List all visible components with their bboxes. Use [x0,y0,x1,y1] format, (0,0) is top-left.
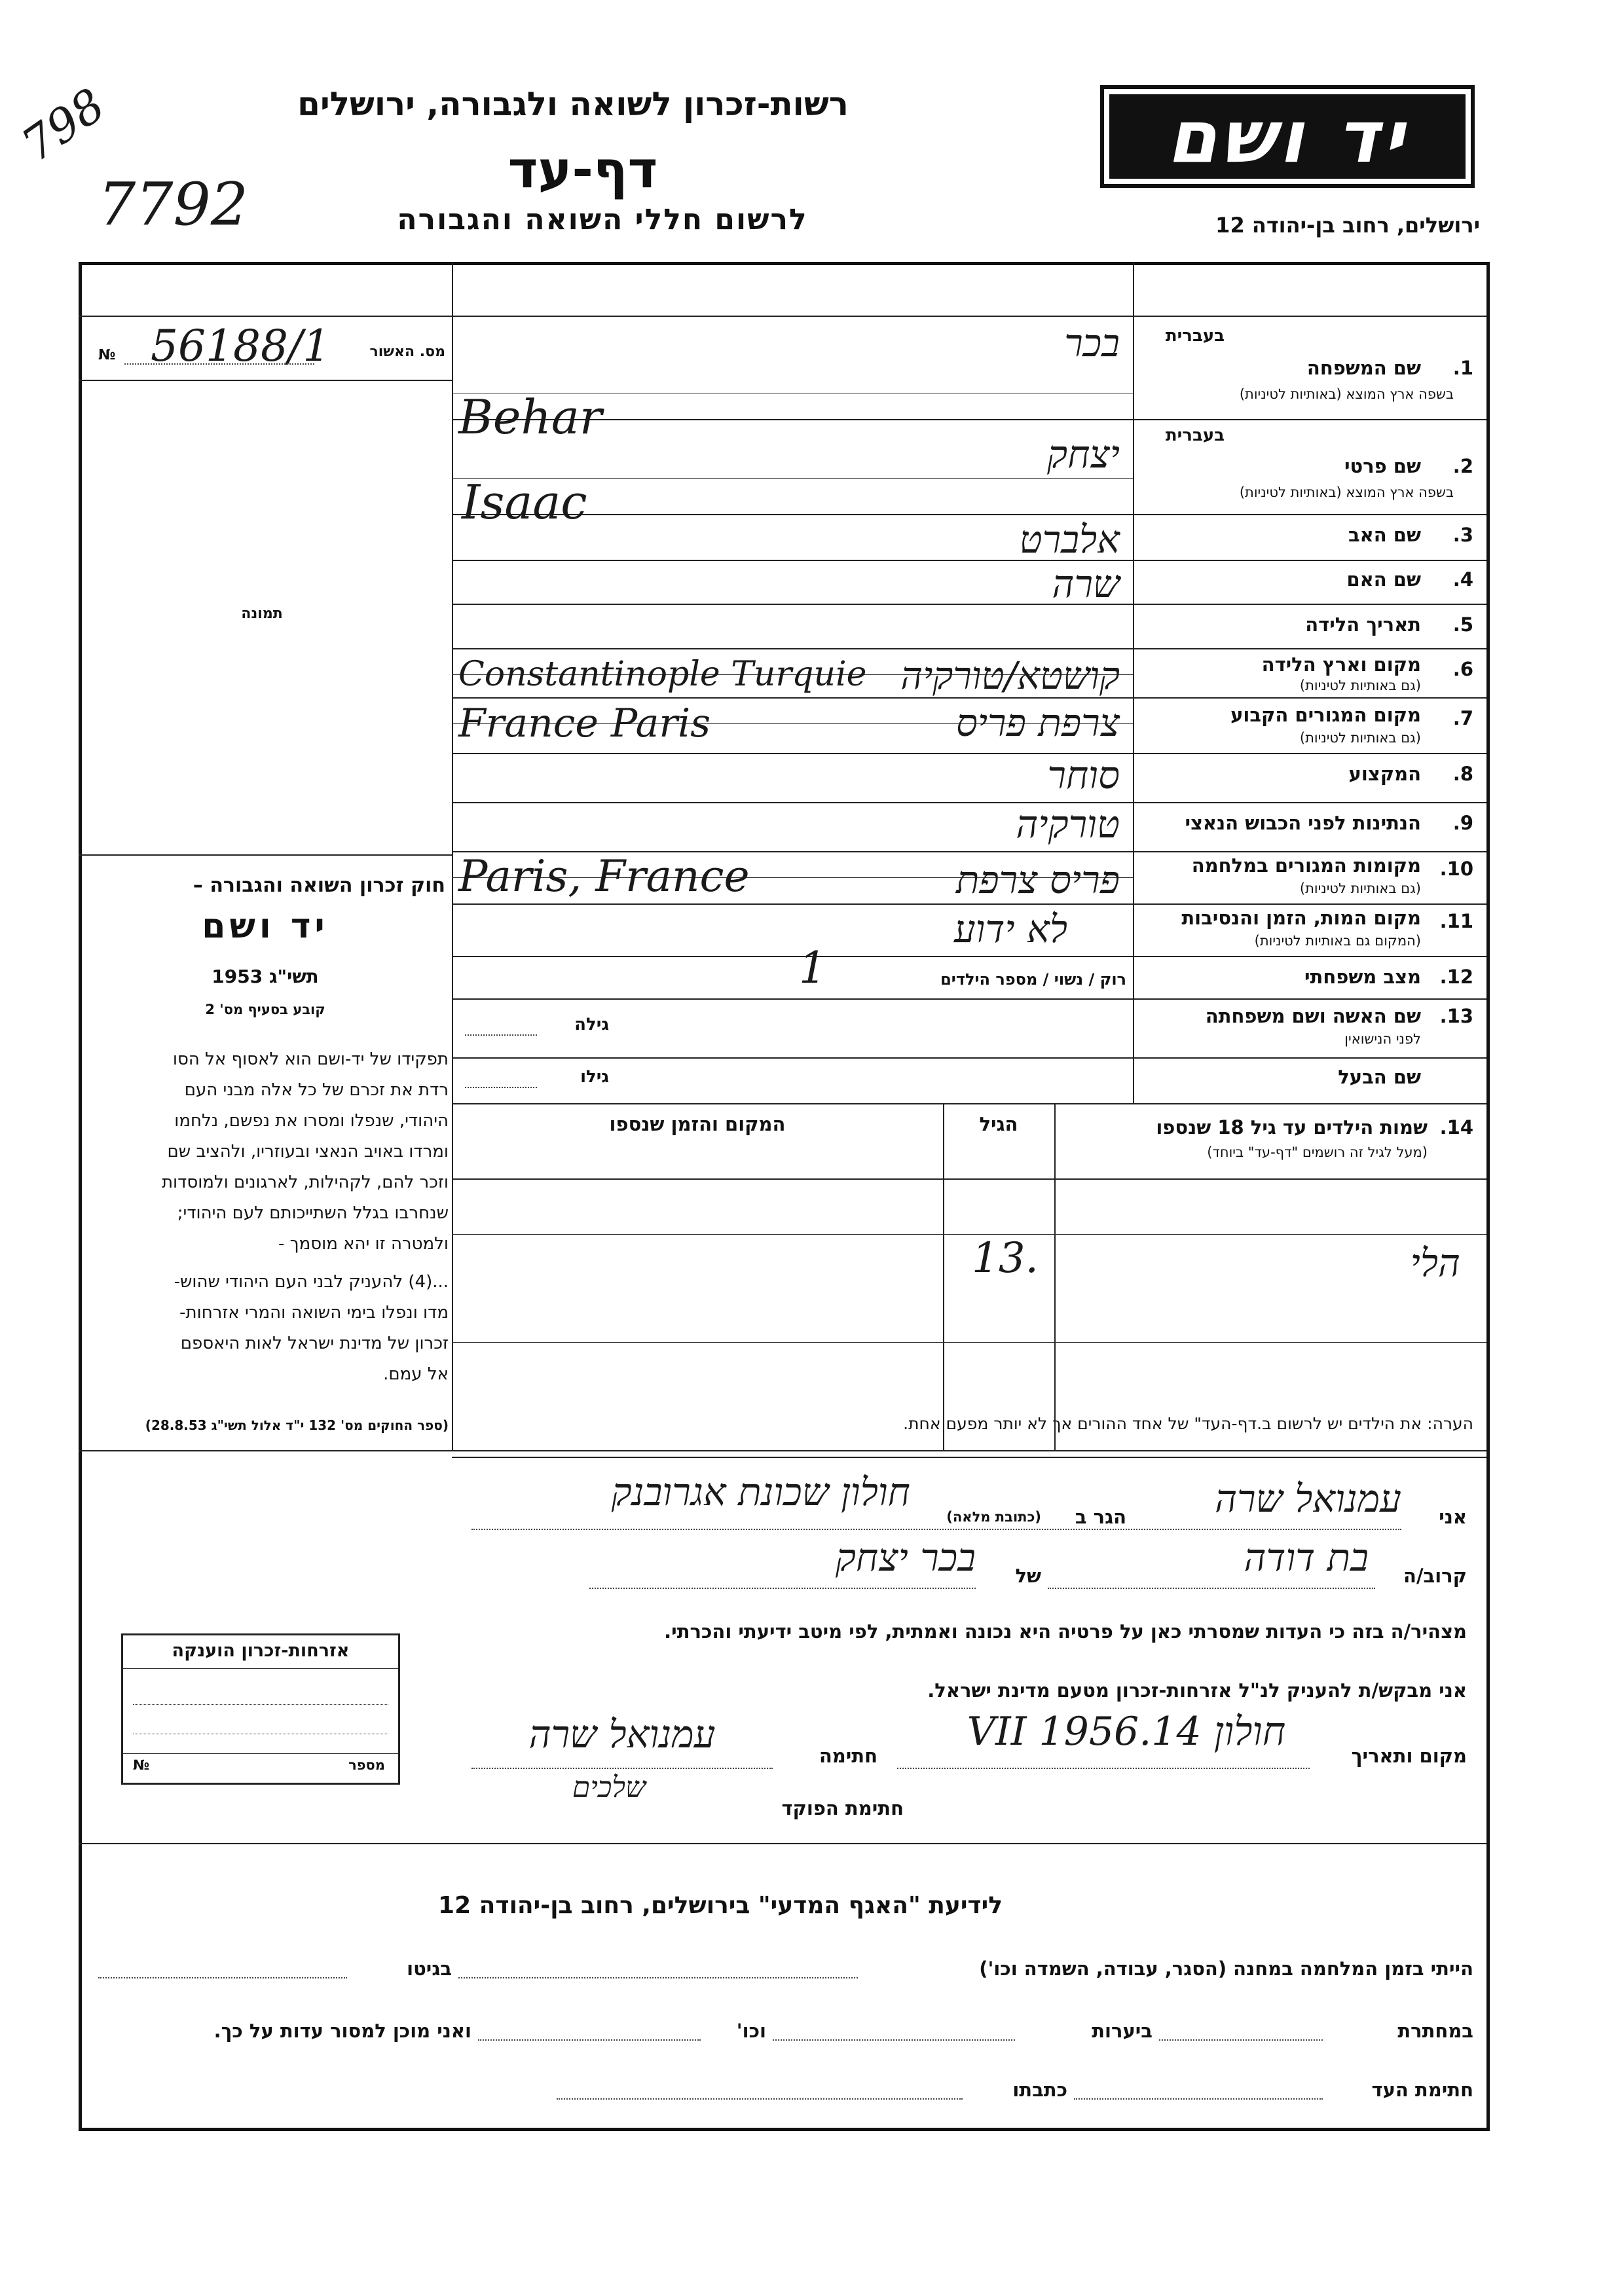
field-4-label: שם האם [1346,568,1421,591]
field-2-label: שם פרטי [1344,455,1421,477]
address: ירושלים, רחוב בן-יהודה 12 [1215,213,1480,238]
field-4-num: 4. [1452,568,1473,591]
form-title: דף-עד [507,141,658,200]
field-13-num: 13. [1439,1005,1473,1027]
field-7-label: מקום המגורים הקבוע [1230,704,1421,726]
field-11-hebrew-value: לא ידוע [953,907,1067,951]
field-6-hebrew-value: קושטא/טורקיה [900,653,1120,698]
corner-mark: 798 [12,78,115,172]
law-year: תשי"ג 1953 [212,966,319,987]
place-header: המקום והזמן שנספו [609,1113,786,1135]
field-10-label: מקומות המגורים במלחמה [1191,854,1421,877]
age-header: הגיל [979,1113,1018,1135]
witness-of-label: של [1015,1565,1041,1587]
reg-number: 56188/1 [151,321,331,371]
field-7-latin-value: France Paris [458,701,711,746]
field-2-hebrew-value: יצחק [1047,432,1120,477]
field-1-label: שם המשפחה [1306,357,1421,379]
field-10-latin-value: Paris, France [458,851,750,902]
bottom-camp-label: הייתי בזמן המלחמה במחנה (הסגר, עבודה, השמדה וכו') [979,1958,1473,1980]
field-2-sub: בשפה ארץ המוצא (באותיות לטיניות) [1239,484,1454,500]
field-9-num: 9. [1452,812,1473,834]
field-13-sub: לפני הנישואין [1344,1031,1421,1047]
husband-label: שם הבעל [1338,1066,1421,1088]
field-3-num: 3. [1452,524,1473,546]
field-1-hebrew-value: בכר [1064,321,1120,365]
citizenship-no-sign: № [133,1757,150,1773]
field-3-label: שם האב [1348,524,1421,546]
field-10-hebrew-value: פריס צרפת [955,858,1120,902]
divider-left-col [452,262,453,1450]
law-citation: (ספר החוקים מס' 132 י"ד אלול תשי"ג 28.8.53) [145,1417,449,1433]
bottom-testimony-label: ואני מוכן למסור עדות על כך. [213,2020,471,2042]
law-text-1: תפקידו של יד-ושם הוא לאסוף אל הסו רדת את זכרם של כל אלה מבני העם היהודי, שנפלו ומסרו את נפשם, נלחמו ומרדו באויב הנאצי ובעוזריו, ולהציב שם וזכר להם, לקהילות, לארגונים ולמוסדות שנחרבו בגלל השתייכותם לעם היהודי; ולמטרה זו יהא מוסמך - [161,1049,449,1254]
place-date-label: מקום ותאריך [1351,1745,1467,1767]
field-4-hebrew-value: שרה [1052,562,1120,606]
witness-declaration: מצהיר/ה בזה כי העדות שמסרתי כאן על פרטיה היא נכונה ואמתית, לפי מיטב ידיעתי והכרתי. [664,1620,1467,1643]
archive-mark: 7792 [98,170,249,239]
field-6-label: מקום וארץ הלידה [1261,653,1421,676]
field-1-heb-tag: בעברית [1165,326,1225,346]
witness-relation-label: קרוב/ה [1403,1565,1467,1587]
law-name: יד ושם [202,907,329,946]
children-label: שמות הילדים עד גיל 18 שנספו [1156,1116,1428,1139]
citizenship-number-label: מספר [348,1757,385,1773]
field-12-num: 12. [1439,966,1473,988]
reg-no-sign: № [98,347,116,363]
field-7-sub: (גם באותיות לטיניות) [1299,730,1421,746]
field-5-label: תאריך הלידה [1305,613,1421,636]
field-6-latin-value: Constantinople Turquie [458,655,867,694]
witness-relation: בת דודה [1244,1535,1369,1580]
field-6-num: 6. [1452,658,1473,680]
field-2-num: 2. [1452,455,1473,477]
citizenship-box [121,1633,400,1785]
field-8-label: המקצוע [1348,763,1421,785]
law-section: קובע בסעיף מס' 2 [205,1002,325,1017]
field-11-label: מקום המות, הזמן והנסיבות [1181,907,1421,929]
witness-address-hint: (כתובת מלאה) [946,1509,1041,1525]
witness-request: אני מבקש/ת להעניק לנ"ל אזרחות-זכרון מטעם מדינת ישראל. [927,1679,1467,1702]
field-5-num: 5. [1452,613,1473,636]
field-8-hebrew-value: סוחר [1047,753,1120,797]
signature-label: חתימה [819,1745,877,1767]
field-7-hebrew-value: צרפת פריס [955,701,1120,745]
witness-resident-label: הגר ב [1075,1506,1126,1528]
bottom-forests-label: ביערות [1092,2020,1153,2042]
field-11-num: 11. [1439,910,1473,932]
bottom-title: לידיעת "האגף המדעי" בירושלים, רחוב בן-יהודה 12 [438,1892,1003,1919]
field-1-latin-value: Behar [458,390,602,445]
field-1-num: 1. [1452,357,1473,379]
witness-address: חולון שכונת אגרובנק [611,1470,910,1514]
field-2-latin-value: Isaac [462,475,587,530]
photo-label: תמונה [241,606,283,622]
age-wife-label: גילה [574,1015,609,1034]
field-9-hebrew-value: טורקיה [1016,802,1120,847]
form-subtitle: לרשום חללי השואה והגבורה [397,203,808,236]
citizenship-title: אזרחות-זכרון הוענקה [172,1641,350,1661]
field-12-value: 1 [799,943,826,993]
divider-right-col [1133,262,1134,1103]
field-1-sub: בשפה ארץ המוצא (באותיות לטיניות) [1239,386,1454,402]
official-signature: שלכים [572,1771,646,1804]
field-13-label: שם האשה ושם משפחתה [1205,1005,1421,1027]
field-2-heb-tag: בעברית [1165,426,1225,445]
field-10-sub: (גם באותיות לטיניות) [1299,881,1421,896]
field-12-label: מצב משפחתי [1304,966,1421,988]
bottom-witness-sign-label: חתימת העד [1371,2079,1473,2101]
official-signature-label: חתימת הפוקד [781,1797,904,1819]
yad-vashem-logo: יד ושם [1100,85,1475,188]
field-9-label: הנתינות לפני הכבוש הנאצי [1185,812,1421,834]
field-3-hebrew-value: אלברט [1019,517,1120,562]
field-10-num: 10. [1439,858,1473,880]
law-text-2: ...(4) להעניק לבני העם היהודי שהוש- מדו ונפלו בימי השואה והמרי אזרחות- זכרון של מדינת ישראל לאות היאספם אל עמם. [174,1272,449,1384]
marital-options: רוק / נשוי / מספר הילדים [940,970,1126,989]
child-name: הלי [1410,1241,1460,1285]
witness-i-label: אני [1439,1506,1467,1528]
witness-of-name: בכר יצחק [835,1535,976,1580]
witness-name: עמנואל שרה [1215,1476,1401,1521]
field-7-num: 7. [1452,707,1473,729]
bottom-ghetto-label: בגיטו [407,1958,452,1980]
institution-name: רשות-זכרון לשואה ולגבורה, ירושלים [297,85,849,123]
children-sub: (מעל לגיל זה רושמים "דף-עד" ביוחד) [1207,1144,1428,1160]
bottom-underground-label: במחתרת [1397,2020,1473,2042]
child-age: 13. [972,1234,1039,1283]
place-date: חולון 14.VII 1956 [967,1709,1286,1755]
children-num: 14. [1439,1116,1473,1139]
bottom-etc-label: וכו' [736,2020,766,2042]
age-husband-label: גילו [580,1067,609,1087]
bottom-address-label: כתבתו [1012,2079,1067,2101]
law-title: חוק זכרון השואה והגבורה – [193,874,445,897]
field-6-sub: (גם באותיות לטיניות) [1299,678,1421,693]
note: הערה: את הילדים יש לרשום ב.דף-העד" של אחד ההורים אך לא יותר מפעם אחת. [903,1414,1473,1433]
witness-signature: עמנואל שרה [528,1712,716,1757]
field-11-sub: (המקום גם באותיות לטיניות) [1254,933,1421,949]
field-8-num: 8. [1452,763,1473,785]
reg-label: מס. האשור [369,344,445,360]
